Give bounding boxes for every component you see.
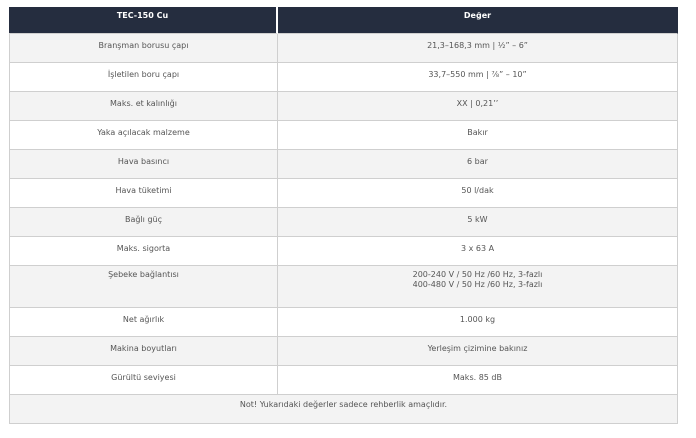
row-label: Maks. et kalınlığı — [9, 92, 278, 121]
table-row — [9, 92, 678, 121]
table-row — [9, 63, 678, 92]
table-row — [9, 150, 678, 179]
table-row — [9, 179, 678, 208]
row-value: 33,7–550 mm | ⅞” – 10” — [278, 63, 678, 92]
row-value: 1.000 kg — [278, 308, 678, 337]
header-model: TEC-150 Cu — [9, 7, 278, 34]
row-label: Hava basıncı — [9, 150, 278, 179]
table-header-row — [9, 7, 678, 34]
note-row — [9, 395, 678, 424]
row-label: Makina boyutları — [9, 337, 278, 366]
row-value: 6 bar — [278, 150, 678, 179]
row-value: 50 l/dak — [278, 179, 678, 208]
table-row — [9, 308, 678, 337]
table-row — [9, 34, 678, 63]
header-value: Değer — [278, 7, 678, 34]
table-row — [9, 237, 678, 266]
row-label: Yaka açılacak malzeme — [9, 121, 278, 150]
row-label: Maks. sigorta — [9, 237, 278, 266]
table-row — [9, 121, 678, 150]
row-value: Maks. 85 dB — [278, 366, 678, 395]
row-label: Bağlı güç — [9, 208, 278, 237]
spec-table-container — [9, 7, 678, 424]
row-value: Bakır — [278, 121, 678, 150]
spec-table — [9, 7, 678, 424]
table-row — [9, 266, 678, 308]
row-label: Hava tüketimi — [9, 179, 278, 208]
table-row — [9, 208, 678, 237]
row-value-line: 200-240 V / 50 Hz /60 Hz, 3-fazlı — [412, 270, 543, 279]
row-label: Gürültü seviyesi — [9, 366, 278, 395]
row-value: 5 kW — [278, 208, 678, 237]
row-value-line: 400-480 V / 50 Hz /60 Hz, 3-fazlı — [412, 280, 543, 289]
table-row — [9, 337, 678, 366]
row-value: Yerleşim çizimine bakınız — [278, 337, 678, 366]
row-label: İşletilen boru çapı — [9, 63, 278, 92]
row-label: Branşman borusu çapı — [9, 34, 278, 63]
row-value: XX | 0,21’’ — [278, 92, 678, 121]
row-label: Net ağırlık — [9, 308, 278, 337]
row-value: 21,3–168,3 mm | ½” – 6” — [278, 34, 678, 63]
row-value — [278, 266, 678, 308]
row-value: 3 x 63 A — [278, 237, 678, 266]
table-row — [9, 366, 678, 395]
row-label: Şebeke bağlantısı — [9, 266, 278, 308]
note-text: Not! Yukarıdaki değerler sadece rehberlik amaçlıdır. — [9, 395, 678, 424]
